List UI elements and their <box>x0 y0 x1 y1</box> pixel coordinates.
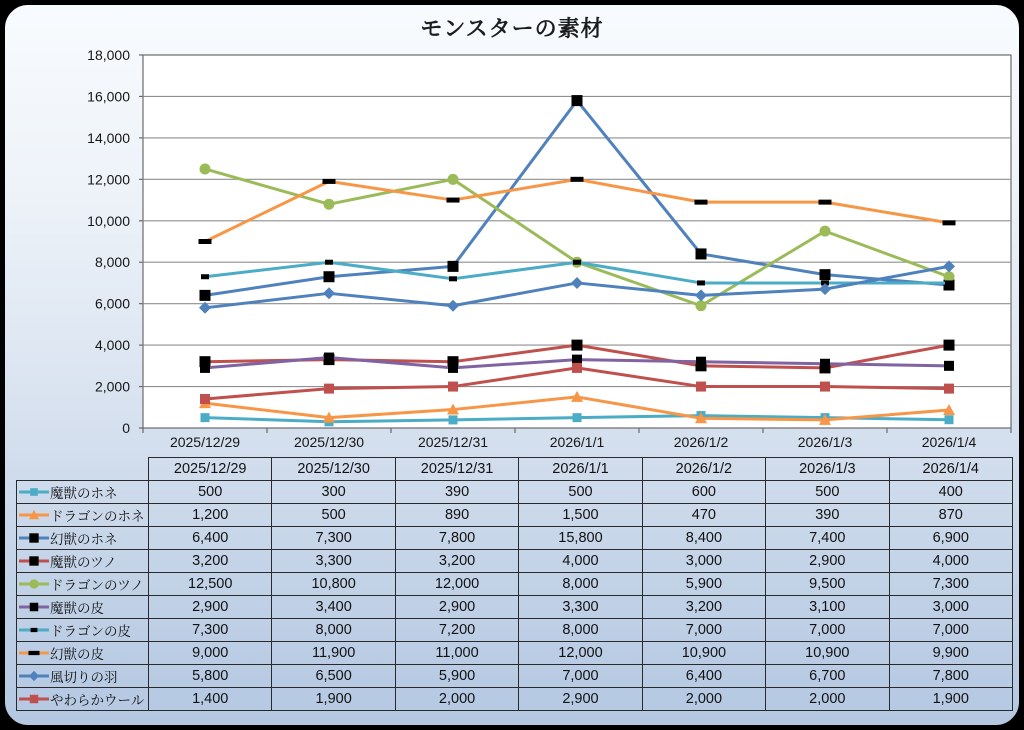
chart-title: モンスターの素材 <box>420 16 604 41</box>
legend-cell <box>17 595 149 618</box>
svg-text:2025/12/30: 2025/12/30 <box>293 434 365 450</box>
column-header: 2026/1/4 <box>889 458 1012 481</box>
table-cell: 7,000 <box>642 618 765 641</box>
table-header-row <box>17 458 1013 481</box>
table-cell: 2,900 <box>519 687 642 710</box>
table-cell: 500 <box>149 480 272 503</box>
table-cell: 12,000 <box>519 641 642 664</box>
svg-text:4,000: 4,000 <box>94 337 130 354</box>
svg-text:2026/1/1: 2026/1/1 <box>549 434 605 450</box>
table-cell: 12,500 <box>149 572 272 595</box>
table-cell: 11,900 <box>272 641 395 664</box>
table-cell: 1,900 <box>272 687 395 710</box>
table-cell: 870 <box>889 503 1012 526</box>
table-cell: 5,800 <box>149 664 272 687</box>
table-cell: 7,200 <box>395 618 518 641</box>
table-cell: 390 <box>395 480 518 503</box>
legend-cell <box>17 549 149 572</box>
table-cell: 6,400 <box>642 664 765 687</box>
legend-label: 魔獣の皮 <box>50 600 104 616</box>
table-cell: 6,500 <box>272 664 395 687</box>
table-cell: 3,200 <box>642 595 765 618</box>
table-cell: 7,800 <box>395 526 518 549</box>
column-header: 2025/12/30 <box>272 458 395 481</box>
table-cell: 10,800 <box>272 572 395 595</box>
svg-text:2026/1/2: 2026/1/2 <box>673 434 729 450</box>
table-cell: 500 <box>519 480 642 503</box>
table-head <box>17 458 1013 481</box>
table-corner-cell <box>17 458 149 481</box>
column-header: 2025/12/29 <box>149 458 272 481</box>
table-cell: 2,000 <box>395 687 518 710</box>
legend-cell <box>17 687 149 710</box>
legend-marker-icon <box>19 601 49 613</box>
table-cell: 7,300 <box>272 526 395 549</box>
column-header: 2025/12/31 <box>395 458 518 481</box>
table-row <box>17 549 1013 572</box>
x-axis-ticks <box>143 428 1011 433</box>
table-row <box>17 572 1013 595</box>
svg-text:2025/12/29: 2025/12/29 <box>169 434 241 450</box>
table-cell: 390 <box>766 503 889 526</box>
legend-cell <box>17 572 149 595</box>
table-cell: 3,200 <box>149 549 272 572</box>
table-cell: 7,400 <box>766 526 889 549</box>
table-cell: 7,800 <box>889 664 1012 687</box>
table-cell: 3,400 <box>272 595 395 618</box>
svg-text:6,000: 6,000 <box>94 295 130 312</box>
table-row <box>17 664 1013 687</box>
table-cell: 8,000 <box>519 572 642 595</box>
table-cell: 7,300 <box>149 618 272 641</box>
svg-text:16,000: 16,000 <box>87 88 130 105</box>
legend-marker-icon <box>19 647 49 659</box>
table-cell: 6,400 <box>149 526 272 549</box>
svg-text:10,000: 10,000 <box>87 212 130 229</box>
legend-marker-icon <box>19 532 49 544</box>
table-cell: 600 <box>642 480 765 503</box>
svg-text:2026/1/3: 2026/1/3 <box>797 434 853 450</box>
table-cell: 9,000 <box>149 641 272 664</box>
legend-cell <box>17 641 149 664</box>
y-axis-labels <box>87 47 130 436</box>
table-cell: 7,000 <box>766 618 889 641</box>
legend-label: ドラゴンのホネ <box>50 508 145 524</box>
table-cell: 7,000 <box>519 664 642 687</box>
legend-label: 風切りの羽 <box>50 669 118 685</box>
table-cell: 3,100 <box>766 595 889 618</box>
svg-text:18,000: 18,000 <box>87 47 130 63</box>
svg-text:12,000: 12,000 <box>87 171 130 188</box>
legend-label: ドラゴンのツノ <box>50 577 144 593</box>
table-row <box>17 687 1013 710</box>
table-row <box>17 595 1013 618</box>
table-cell: 470 <box>642 503 765 526</box>
legend-marker-icon <box>19 486 49 498</box>
line-chart <box>5 5 1019 460</box>
table-cell: 2,900 <box>149 595 272 618</box>
table-cell: 10,900 <box>642 641 765 664</box>
legend-label: 魔獣のツノ <box>50 554 117 570</box>
table-cell: 4,000 <box>889 549 1012 572</box>
x-axis-labels <box>170 434 976 450</box>
table-cell: 2,900 <box>395 595 518 618</box>
table-cell: 400 <box>889 480 1012 503</box>
table-cell: 5,900 <box>642 572 765 595</box>
table-cell: 1,400 <box>149 687 272 710</box>
table-row <box>17 503 1013 526</box>
column-header: 2026/1/2 <box>642 458 765 481</box>
table-cell: 8,000 <box>272 618 395 641</box>
svg-text:8,000: 8,000 <box>94 254 130 271</box>
table-cell: 500 <box>766 480 889 503</box>
legend-label: やわらかウール <box>50 692 145 708</box>
table-cell: 2,000 <box>642 687 765 710</box>
table-cell: 3,300 <box>519 595 642 618</box>
table-cell: 15,800 <box>519 526 642 549</box>
legend-cell <box>17 526 149 549</box>
svg-text:2,000: 2,000 <box>94 378 130 395</box>
table-row <box>17 480 1013 503</box>
table-cell: 9,900 <box>889 641 1012 664</box>
table-cell: 2,900 <box>766 549 889 572</box>
table-cell: 8,000 <box>519 618 642 641</box>
column-header: 2026/1/1 <box>519 458 642 481</box>
legend-label: 幻獣のホネ <box>50 531 118 547</box>
column-header: 2026/1/3 <box>766 458 889 481</box>
legend-cell <box>17 618 149 641</box>
table-cell: 890 <box>395 503 518 526</box>
table-row <box>17 618 1013 641</box>
legend-label: 幻獣の皮 <box>50 646 104 662</box>
table-cell: 9,500 <box>766 572 889 595</box>
table-cell: 7,300 <box>889 572 1012 595</box>
svg-text:2025/12/31: 2025/12/31 <box>417 434 489 450</box>
table-cell: 3,000 <box>889 595 1012 618</box>
chart-frame <box>2 2 1022 728</box>
legend-marker-icon <box>19 509 49 521</box>
svg-text:2026/1/4: 2026/1/4 <box>921 434 977 450</box>
table-cell: 11,000 <box>395 641 518 664</box>
table-cell: 12,000 <box>395 572 518 595</box>
table-cell: 2,000 <box>766 687 889 710</box>
legend-marker-icon <box>19 624 49 636</box>
table-cell: 7,000 <box>889 618 1012 641</box>
chart-canvas <box>5 5 1019 455</box>
svg-text:0: 0 <box>122 420 130 436</box>
table-cell: 1,200 <box>149 503 272 526</box>
legend-marker-icon <box>19 555 49 567</box>
table-cell: 10,900 <box>766 641 889 664</box>
data-table <box>16 457 1013 711</box>
table-cell: 3,200 <box>395 549 518 572</box>
svg-text:14,000: 14,000 <box>87 129 130 146</box>
legend-cell <box>17 664 149 687</box>
table-row <box>17 641 1013 664</box>
table-cell: 8,400 <box>642 526 765 549</box>
table-cell: 6,700 <box>766 664 889 687</box>
table-row <box>17 526 1013 549</box>
table-cell: 500 <box>272 503 395 526</box>
table-body <box>17 480 1013 710</box>
legend-marker-icon <box>19 670 49 682</box>
table-cell: 6,900 <box>889 526 1012 549</box>
legend-marker-icon <box>19 578 49 590</box>
table-cell: 1,900 <box>889 687 1012 710</box>
table-cell: 5,900 <box>395 664 518 687</box>
legend-marker-icon <box>19 693 49 705</box>
legend-label: ドラゴンの皮 <box>50 623 131 639</box>
legend-label: 魔獣のホネ <box>50 485 118 501</box>
table-cell: 3,300 <box>272 549 395 572</box>
table-cell: 1,500 <box>519 503 642 526</box>
table-cell: 4,000 <box>519 549 642 572</box>
table-cell: 3,000 <box>642 549 765 572</box>
legend-cell <box>17 503 149 526</box>
table-cell: 300 <box>272 480 395 503</box>
legend-cell <box>17 480 149 503</box>
